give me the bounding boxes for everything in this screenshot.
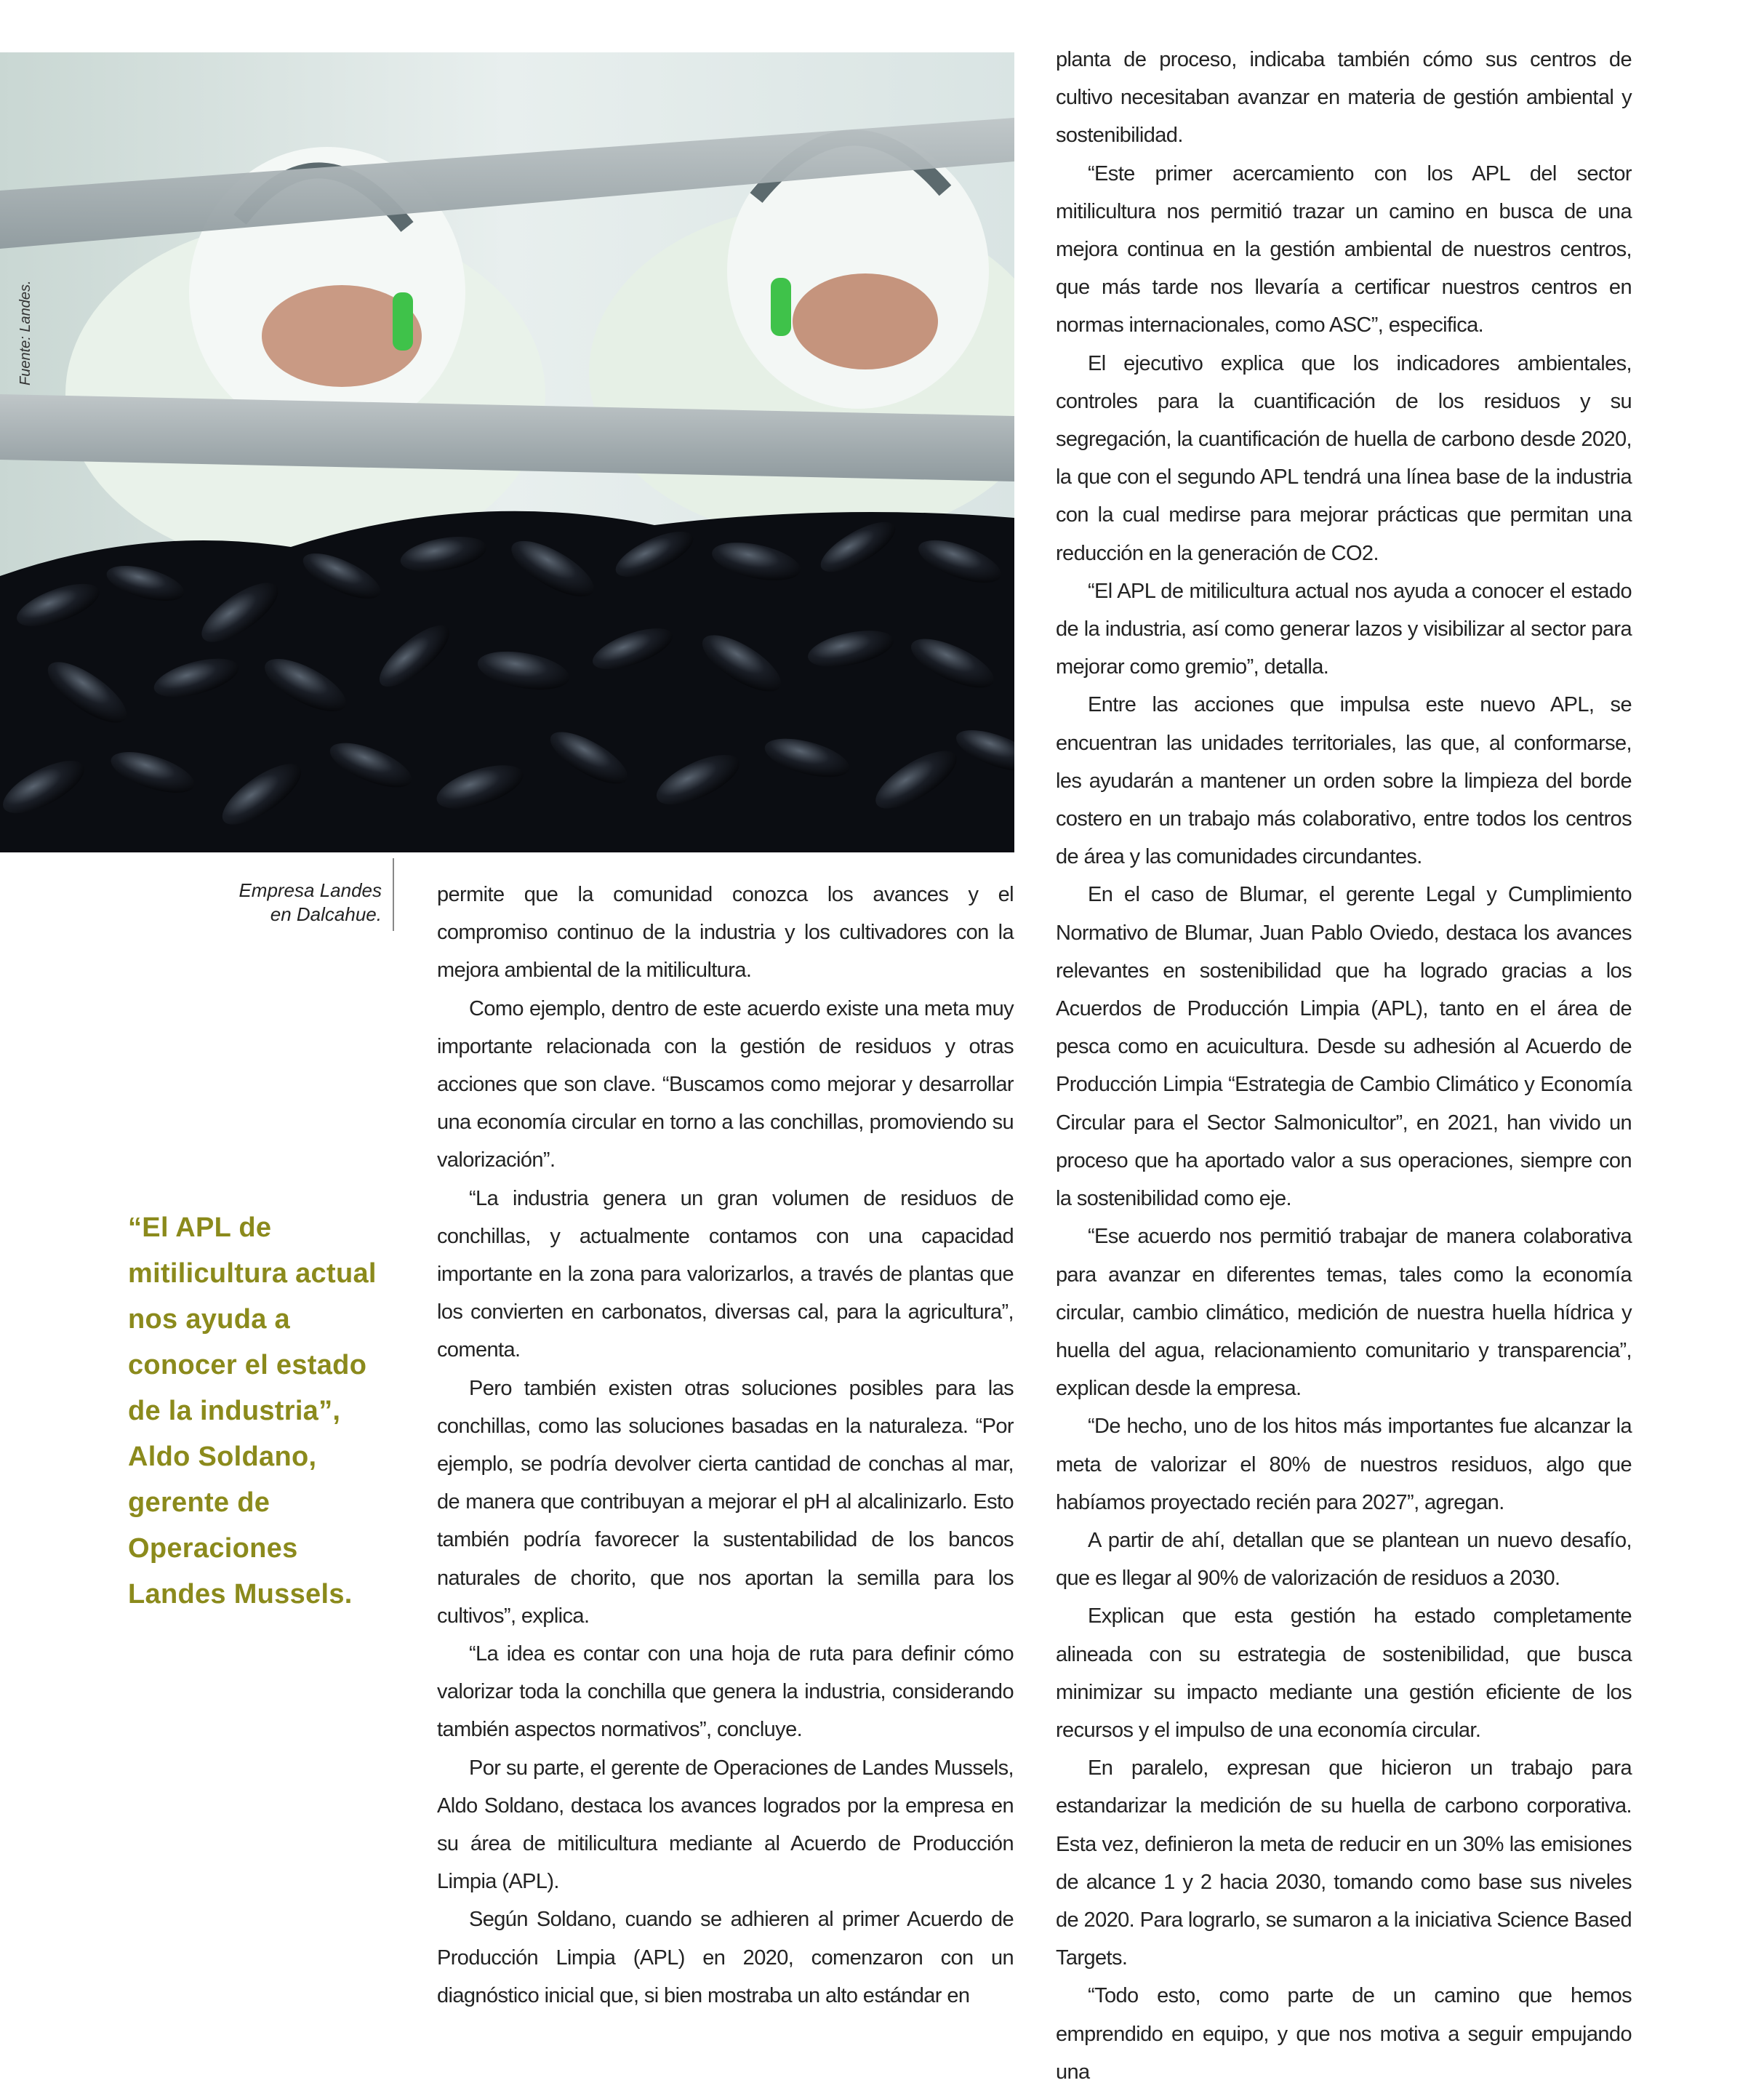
paragraph: Según Soldano, cuando se adhieren al primer Acuerdo de Producción Limpia (APL) en 2020, comenzaron con un diagnóstico inicial que, si bien mostraba un alto estándar en [437, 1908, 1014, 2007]
article-photo [0, 52, 1014, 852]
article-column-right [1056, 41, 1632, 2091]
paragraph: planta de proceso, indicaba también cómo sus centros de cultivo necesitaban avanzar en materia de gestión ambiental y sostenibilidad. [1056, 48, 1632, 148]
paragraph: Por su parte, el gerente de Operaciones de Landes Mussels, Aldo Soldano, destaca los avances logrados por la empresa en su área de mitilicultura mediante al Acuerdo de Producción Limpia (APL). [437, 1756, 1014, 1894]
photo-caption [182, 879, 382, 927]
paragraph: El ejecutivo explica que los indicadores ambientales, controles para la cuantificación de los residuos y su segregación, la cuantificación de huella de carbono desde 2020, la que con el segundo APL tendrá una línea base de la industria con la cual medirse para mejorar prácticas que permitan una reducción en la generación de CO2. [1056, 351, 1632, 565]
article-column-middle [437, 876, 1014, 2015]
paragraph: “La idea es contar con una hoja de ruta para definir cómo valorizar toda la conchilla que genera la industria, considerando también aspectos normativos”, concluye. [437, 1642, 1014, 1742]
paragraph: Como ejemplo, dentro de este acuerdo existe una meta muy importante relacionada con la gestión de residuos y otras acciones que son clave. “Buscamos como mejorar y desarrollar una economía circular en torno a las conchillas, promoviendo su valorización”. [437, 996, 1014, 1172]
paragraph: Pero también existen otras soluciones posibles para las conchillas, como las soluciones basadas en la naturaleza. “Por ejemplo, se podría devolver cierta cantidad de conchas al mar, de manera que contribuyan a mejorar el pH al alcalinizarlo. Esto también podría favorecer la sustentabilidad de los bancos naturales de chorito, que nos aportan la semilla para los cultivos”, explica. [437, 1376, 1014, 1628]
paragraph: “Este primer acercamiento con los APL del sector mitilicultura nos permitió trazar un camino en busca de una mejora continua en la gestión ambiental de nuestros centros, que más tarde nos llevaría a certificar nuestros centros en normas internacionales, como ASC”, especifica. [1056, 161, 1632, 337]
paragraph: “De hecho, uno de los hitos más importantes fue alcanzar la meta de valorizar el 80% de nuestros residuos, algo que habíamos proyectado recién para 2027”, agregan. [1056, 1415, 1632, 1514]
paragraph: “Ese acuerdo nos permitió trabajar de manera colaborativa para avanzar en diferentes temas, tales como la economía circular, cambio climático, medición de nuestra huella hídrica y huella del agua, relacionamiento comunitario y transparencia”, explican desde la empresa. [1056, 1225, 1632, 1401]
paragraph: A partir de ahí, detallan que se plantean un nuevo desafío, que es llegar al 90% de valorización de residuos a 2030. [1056, 1528, 1632, 1591]
paragraph: “La industria genera un gran volumen de residuos de conchillas, y actualmente contamos con una capacidad importante en la zona para valorizarlos, a través de plantas que los convierten en carbonatos, diversas cal, para la agricultura”, comenta. [437, 1186, 1014, 1362]
paragraph: “Todo esto, como parte de un camino que hemos emprendido en equipo, y que nos motiva a seguir empujando una [1056, 1984, 1632, 2084]
paragraph: Entre las acciones que impulsa este nuevo APL, se encuentran las unidades territoriales, las que, al conformarse, les ayudarán a mantener un orden sobre la limpieza del borde costero en un trabajo más colaborativo, entre todos los centros de área y las comunidades circundantes. [1056, 693, 1632, 869]
caption-line-2: en Dalcahue. [270, 903, 382, 925]
paragraph: permite que la comunidad conozca los avances y el compromiso continuo de la industria y los cultivadores con la mejora ambiental de la mitilicultura. [437, 883, 1014, 983]
paragraph: En paralelo, expresan que hicieron un trabajo para estandarizar la medición de su huella de carbono corporativa. Esta vez, definieron la meta de reducir en un 30% las emisiones de alcance 1 y 2 hacia 2030, tomando como base sus niveles de 2020. Para lograrlo, se sumaron a la iniciativa Science Based Targets. [1056, 1756, 1632, 1970]
paragraph: En el caso de Blumar, el gerente Legal y Cumplimiento Normativo de Blumar, Juan Pablo Oviedo, destaca los avances relevantes en sostenibilidad que ha logrado gracias a los Acuerdos de Producción Limpia (APL), tanto en el área de pesca como en acuicultura. Desde su adhesión al Acuerdo de Producción Limpia “Estrategia de Cambio Climático y Economía Circular para el Sector Salmonicultor”, en 2021, han vivido un proceso que ha aportado valor a sus operaciones, siempre con la sostenibilidad como eje. [1056, 883, 1632, 1211]
paragraph: “El APL de mitilicultura actual nos ayuda a conocer el estado de la industria, así como generar lazos y visibilizar al sector para mejorar como gremio”, detalla. [1056, 579, 1632, 679]
paragraph: Explican que esta gestión ha estado completamente alineada con su estrategia de sostenibilidad, que busca minimizar su impacto mediante una gestión eficiente de los recursos y el impulso de una economía circular. [1056, 1604, 1632, 1742]
caption-divider [393, 858, 394, 931]
photo-credit: Fuente: Landes. [17, 280, 33, 385]
pull-quote: “El APL de mitilicultura actual nos ayuda a conocer el estado de la industria”, Aldo Soldano, gerente de Operaciones Landes Mussels. [128, 1212, 377, 1610]
caption-line-1: Empresa Landes [238, 879, 382, 901]
mussels-processing-photo [0, 52, 1014, 852]
